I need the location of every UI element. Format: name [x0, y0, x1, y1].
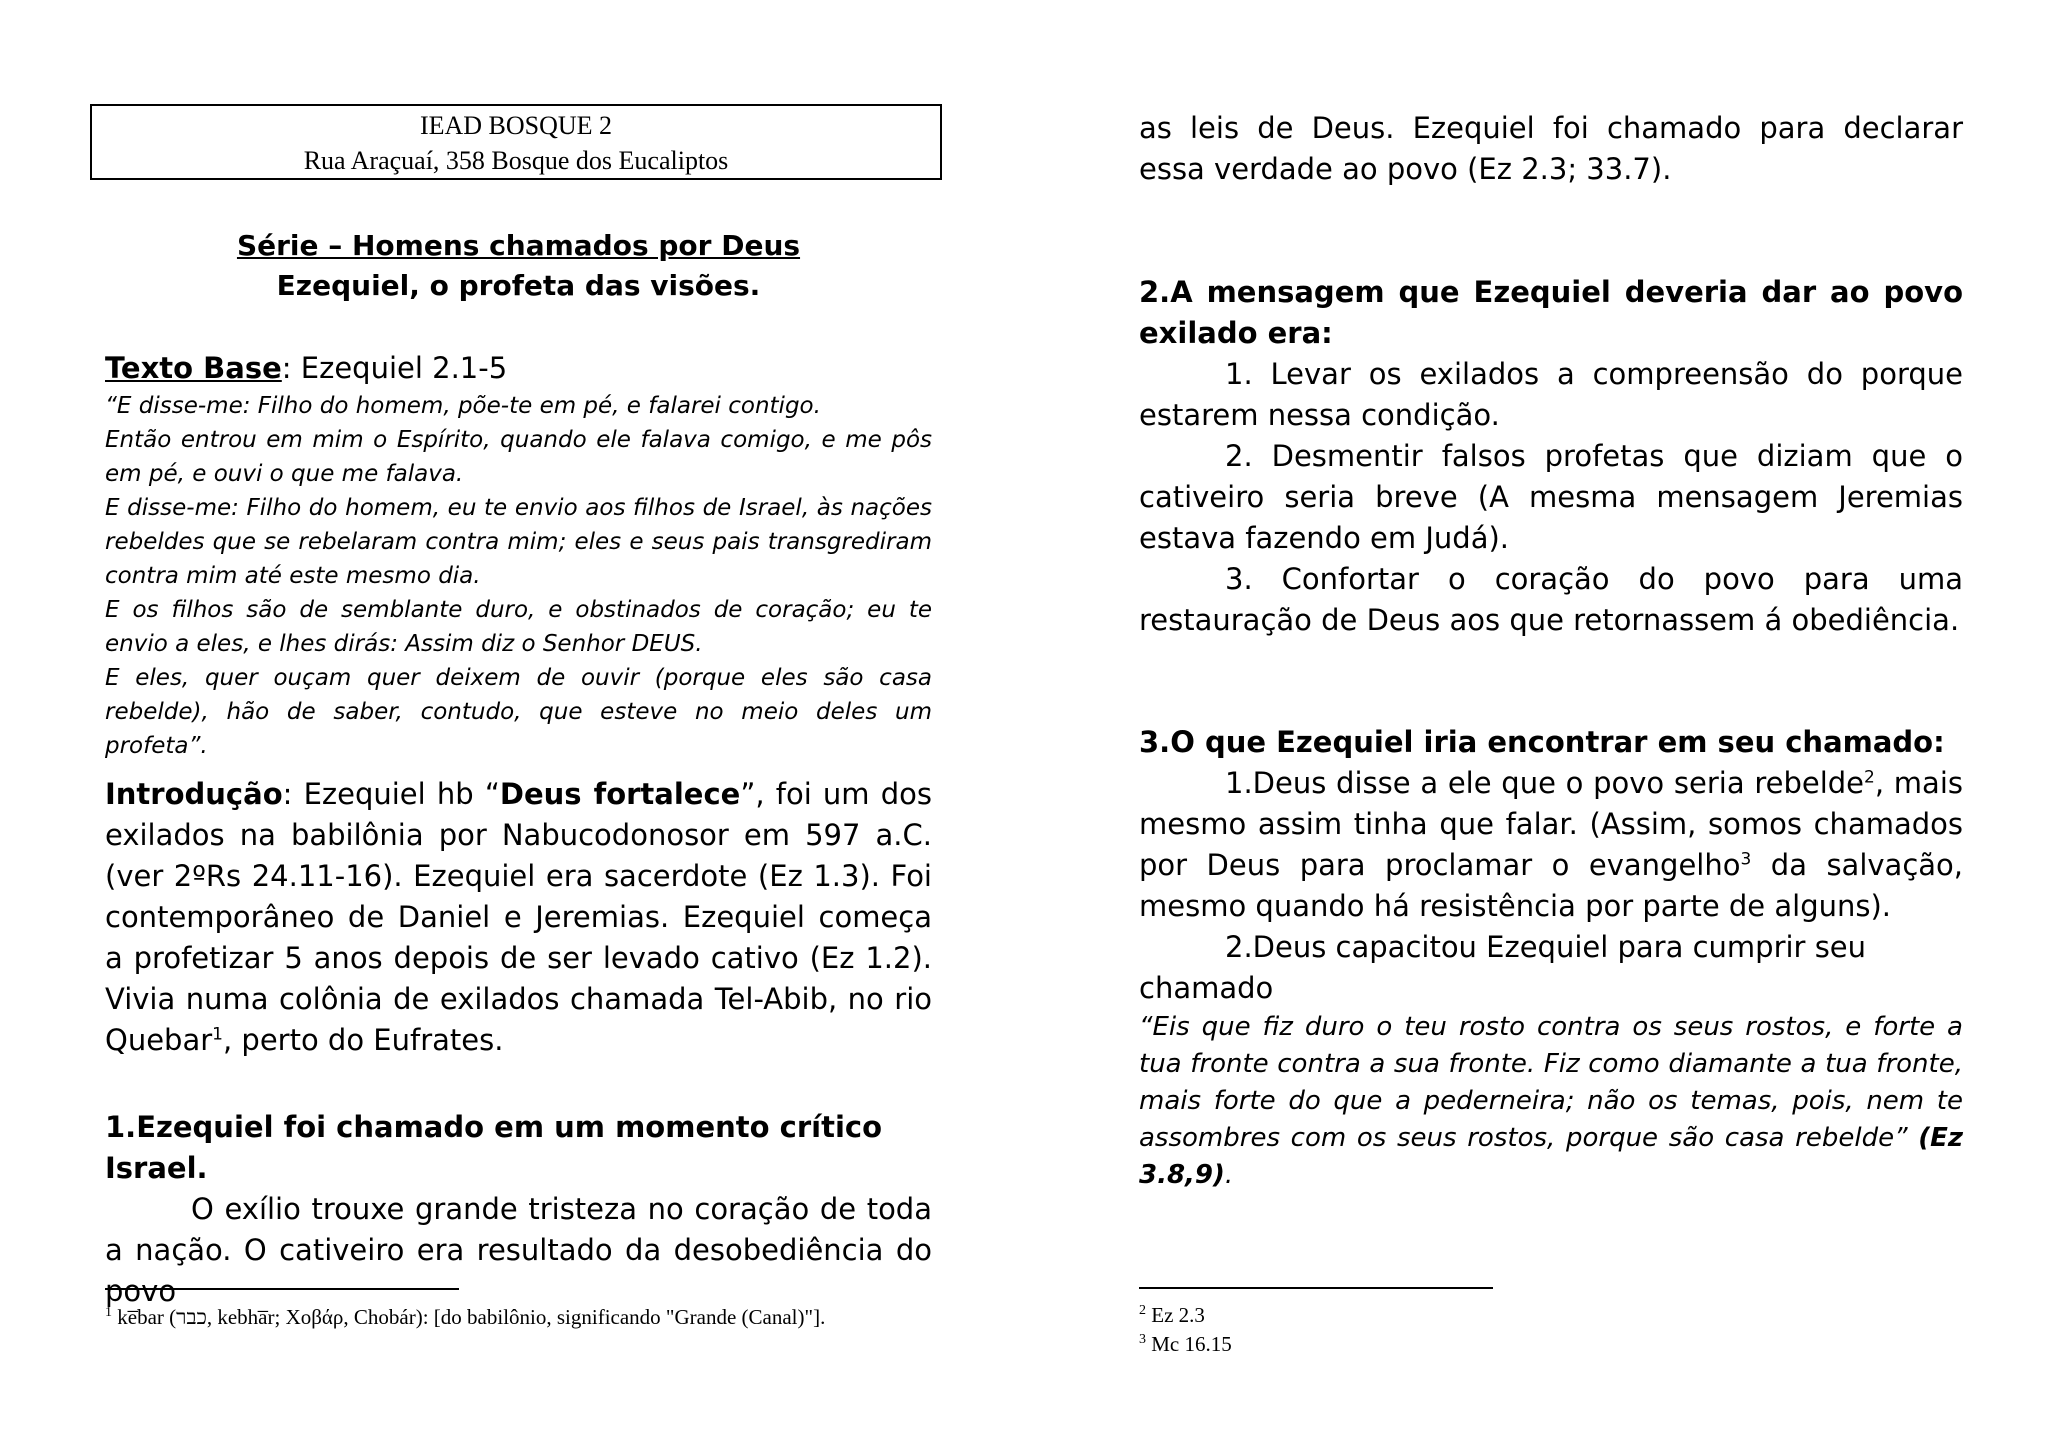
- series-title: Série – Homens chamados por Deus: [236, 229, 801, 262]
- footnote-divider-right: [1139, 1287, 1493, 1289]
- series-title-block: [105, 226, 932, 306]
- verse-4: E os filhos são de semblante duro, e obstinados de coração; eu te envio a eles, e lhes dirás: Assim diz o Senhor DEUS.: [105, 597, 932, 657]
- verse-3: E disse-me: Filho do homem, eu te envio aos filhos de Israel, às nações rebeldes que se rebelaram contra mim; eles e seus pais transgrediram contra mim até este mesmo dia.: [105, 495, 932, 589]
- section-3-item-2: 2.Deus capacitou Ezequiel para cumprir seu chamado: [1139, 930, 1867, 1005]
- section-1-text: O exílio trouxe grande tristeza no coração de toda a nação. O cativeiro era resultado da desobediência do povo: [105, 1192, 932, 1308]
- footnote-1-num: 1: [105, 1305, 112, 1320]
- section-2-item-1: 1. Levar os exilados a compreensão do porque estarem nessa condição.: [1139, 357, 1963, 432]
- texto-base-section: [105, 348, 932, 763]
- footnote-2: $^2$ Ez 2.3: [1139, 1303, 1205, 1327]
- intro-paragraph: [105, 774, 932, 1061]
- verse-5: E eles, quer ouçam quer deixem de ouvir (porque eles são casa rebelde), hão de saber, contudo, que esteve no meio deles um profeta”.: [105, 665, 932, 759]
- church-address: Rua Araçuaí, 358 Bosque dos Eucaliptos: [303, 146, 729, 175]
- section-2-heading: 2.A mensagem que Ezequiel deveria dar ao povo exilado era:: [1139, 275, 1963, 350]
- section-1: [105, 1107, 932, 1312]
- footnote-1: [105, 1303, 905, 1332]
- intro-label: Introdução: [105, 777, 283, 811]
- section-2-item-3: 3. Confortar o coração do povo para uma restauração de Deus aos que retornassem á obediência.: [1139, 562, 1963, 637]
- texto-base-heading: [105, 348, 932, 389]
- texto-base-ref: : Ezequiel 2.1-5: [281, 351, 508, 385]
- footnote-ref-2: 2: [1864, 767, 1875, 788]
- section-3-heading: 3.O que Ezequiel iria encontrar em seu chamado:: [1139, 725, 1945, 759]
- footnote-3: $^3$ Mc 16.15: [1139, 1332, 1232, 1356]
- verse-1: “E disse-me: Filho do homem, põe-te em pé, e falarei contigo.: [105, 393, 821, 419]
- section-1-continuation-text: as leis de Deus. Ezequiel foi chamado para declarar essa verdade ao povo (Ez 2.3; 33.7).: [1139, 111, 1963, 186]
- section-3-quote: “Eis que fiz duro o teu rosto contra os seus rostos, e forte a tua fronte contra a sua fronte. Fiz como diamante a tua fronte, mais forte do que a pederneira; não os temas, pois, nem te assombres com os seus rostos, porque são casa rebelde” (Ez 3.8,9).: [1139, 1012, 1963, 1190]
- intro-text-3: , perto do Eufrates.: [222, 1023, 504, 1057]
- section-3: [1139, 722, 1963, 1194]
- footnote-ref-1: 1: [212, 1024, 223, 1045]
- quote-reference: (Ez 3.8,9): [1139, 1123, 1963, 1190]
- section-3-item-1: 1.Deus disse a ele que o povo seria rebelde$^2$, mais mesmo assim tinha que falar. (Assim, somos chamados por Deus para proclamar o evangelho$^3$ da salvação, mesmo quando há resistência por parte de alguns).: [1139, 766, 1963, 923]
- series-subtitle: Ezequiel, o profeta das visões.: [276, 269, 761, 302]
- church-name: IEAD BOSQUE 2: [419, 111, 613, 140]
- footnote-divider-left: [105, 1288, 459, 1290]
- section-1-continuation: [1139, 108, 1963, 190]
- intro-text-1: : Ezequiel hb “: [282, 777, 500, 811]
- footnotes-right: [1139, 1301, 1939, 1359]
- texto-base-label: Texto Base: [105, 351, 282, 385]
- footnote-ref-3: 3: [1740, 849, 1752, 870]
- section-2-item-2: 2. Desmentir falsos profetas que diziam que o cativeiro seria breve (A mesma mensagem Jeremias estava fazendo em Judá).: [1139, 439, 1963, 555]
- intro-bold: Deus fortalece: [499, 777, 741, 811]
- footnote-1-text: ke̅bar (כבר, kebha̅r; Χοβάρ, Chobár): [do babilônio, significando "Grande (Canal)"].: [112, 1305, 826, 1329]
- intro-section: [105, 774, 932, 1061]
- section-1-heading: 1.Ezequiel foi chamado em um momento crítico Israel.: [105, 1110, 882, 1185]
- section-2: [1139, 272, 1963, 641]
- verse-2: Então entrou em mim o Espírito, quando ele falava comigo, e me pôs em pé, e ouvi o que me falava.: [105, 427, 932, 487]
- church-header-box: [90, 104, 942, 180]
- intro-text-2: ”, foi um dos exilados na babilônia por Nabucodonosor em 597 a.C. (ver 2ºRs 24.11-16). Ezequiel era sacerdote (Ez 1.3). Foi contemporâneo de Daniel e Jeremias. Ezequiel começa a profetizar 5 anos depois de ser levado cativo (Ez 1.2). Vivia numa colônia de exilados chamada Tel-Abib, no rio Quebar: [105, 777, 932, 1057]
